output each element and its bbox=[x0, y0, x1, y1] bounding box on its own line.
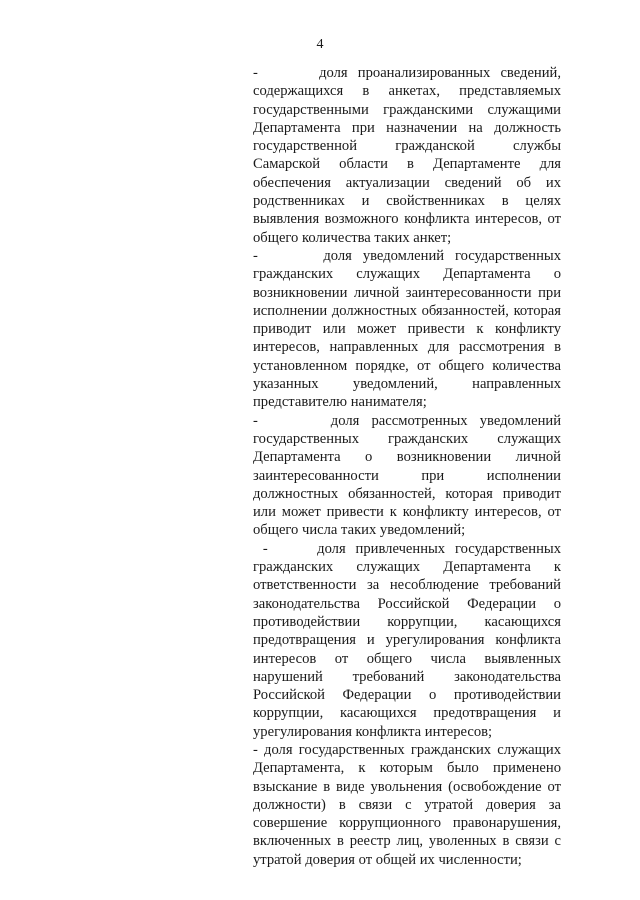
paragraph-dismissed bbox=[253, 741, 561, 869]
page-number: 4 bbox=[316, 37, 324, 52]
list-marker: - bbox=[253, 247, 258, 264]
paragraph-notifications-reviewed bbox=[253, 412, 561, 540]
paragraph-analyzed-questionnaires bbox=[253, 64, 561, 247]
list-marker: - bbox=[262, 540, 268, 557]
paragraph-text: доля государственных гражданских служащих Департамента, к которым было применено взыскание в виде увольнения (освобождение от должности) в связи с утратой доверия за совершение коррупционного правонарушения, включенных в реестр лиц, уволенных в связи с утратой доверия от общей их численности; bbox=[253, 741, 561, 868]
paragraph-text: доля уведомлений государственных гражданских служащих Департамента о возникновении личной заинтересованности при исполнении должностных обязанностей, которая приводит или может привести к конфликту интересов, направленных для рассмотрения в установленном порядке, от общего количества указанных уведомлений, направленных представителю нанимателя; bbox=[253, 247, 561, 411]
paragraph-text: доля рассмотренных уведомлений государственных гражданских служащих Департамента о возникновении личной заинтересованности при исполнении должностных обязанностей, которая приводит или может привести к конфликту интересов, от общего числа таких уведомлений; bbox=[253, 412, 562, 539]
paragraph-notifications-submitted bbox=[253, 247, 561, 412]
paragraph-text: доля привлеченных государственных гражданских служащих Департамента к ответственности за несоблюдение требований законодательства Российской Федерации о противодействии коррупции, касающихся предотвращения и урегулирования конфликта интересов от общего числа выявленных нарушений требований законодательства Российской Федерации о противодействии коррупции, касающихся предотвращения и урегулирования конфликта интересов; bbox=[253, 540, 561, 740]
document-body bbox=[253, 64, 561, 869]
list-marker: - bbox=[253, 65, 258, 81]
list-marker: - bbox=[253, 412, 258, 429]
list-marker: - bbox=[253, 741, 258, 758]
paragraph-text: доля проанализированных сведений, содержащихся в анкетах, представляемых государственными гражданскими служащими Департамента при назначении на должность государственной гражданской службы Самарской области в Департаменте для обеспечения актуализации сведений об их родственниках и свойственниках в целях выявления возможного конфликта интересов, от общего количества таких анкет; bbox=[253, 65, 562, 246]
paragraph-held-liable bbox=[253, 540, 561, 741]
